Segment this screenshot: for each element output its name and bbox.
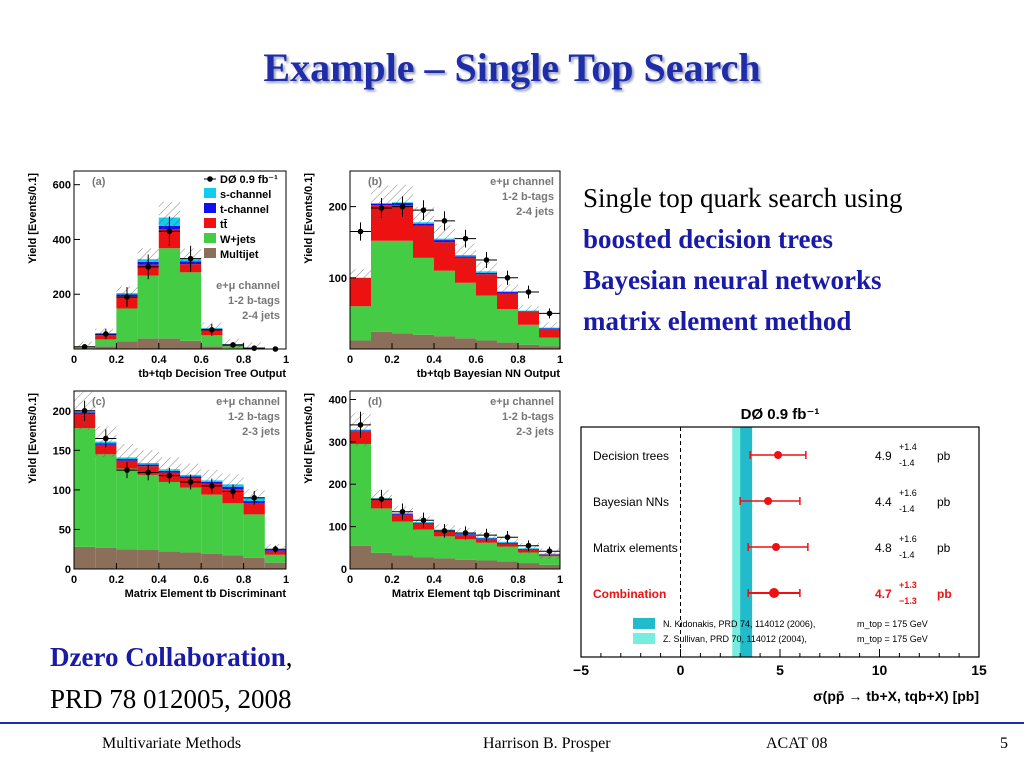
data-point [526, 543, 532, 549]
uncertainty-band [497, 284, 518, 298]
stack-bar-wjets [392, 522, 413, 556]
footer-center: Harrison B. Prosper [483, 735, 611, 752]
method-bdt: boosted decision trees [583, 224, 833, 254]
legend-label: Multijet [220, 249, 259, 261]
data-point [421, 207, 427, 213]
band-legend-mass: m_top = 175 GeV [857, 619, 928, 629]
x-tick-label: 0.4 [426, 574, 442, 586]
y-tick-label: 400 [52, 234, 71, 247]
y-tick-label: 0 [340, 564, 347, 576]
row-err-up: +1.3 [899, 580, 917, 590]
data-point [505, 275, 511, 281]
row-err-down: -1.4 [899, 550, 915, 560]
stack-bar-wjets [497, 309, 518, 342]
slide-title: Example – Single Top Search [263, 45, 761, 90]
stack-bar-multijet [371, 553, 392, 569]
stack-bar-wjets [159, 482, 180, 552]
data-point [379, 496, 385, 502]
stack-bar-wjets [350, 306, 371, 340]
data-point [505, 534, 511, 540]
data-point [547, 548, 553, 554]
stack-bar-multijet [74, 547, 95, 569]
row-label: Bayesian NNs [593, 495, 670, 509]
stack-bar-multijet [180, 341, 201, 349]
x-tick-label: 0.6 [468, 574, 484, 586]
data-point [484, 257, 490, 263]
data-point [124, 294, 130, 300]
stack-bar-multijet [371, 332, 392, 349]
stack-bar-wjets [518, 552, 539, 563]
y-tick-label: 100 [52, 484, 71, 497]
stack-bar-wjets [201, 495, 222, 554]
data-point [103, 436, 109, 442]
stack-bar-multijet [350, 340, 371, 349]
stack-bar-multijet [222, 556, 243, 569]
stack-bar-multijet [392, 555, 413, 569]
data-point [442, 528, 448, 534]
channel-annotation: e+μ channel [216, 396, 280, 408]
stack-bar-wjets [222, 503, 243, 555]
stack-bar-wjets [138, 475, 159, 550]
panel-label: (d) [368, 396, 383, 408]
summary-x-axis-label: σ(pp̄ → tb+X, tqb+X) [pb] [813, 688, 979, 704]
description-intro: Single top quark search using [583, 183, 903, 213]
stack-bar-multijet [265, 563, 286, 569]
citation-reference: PRD 78 012005, 2008 [50, 684, 292, 714]
data-point [145, 264, 151, 270]
legend-swatch [204, 218, 216, 228]
stack-bar-wjets [350, 444, 371, 546]
y-tick-label: 200 [328, 201, 347, 214]
x-axis-label: tb+tqb Decision Tree Output [138, 368, 286, 380]
x-tick-label: 0.4 [151, 354, 167, 366]
data-point [484, 532, 490, 538]
row-unit: pb [937, 587, 952, 601]
data-point [124, 467, 130, 473]
stack-bar-multijet [116, 549, 137, 569]
row-unit: pb [937, 541, 951, 555]
stack-bar-wjets [455, 539, 476, 559]
row-unit: pb [937, 449, 951, 463]
citation-comma: , [285, 642, 293, 672]
row-label: Matrix elements [593, 541, 678, 555]
legend-label: W+jets [220, 234, 256, 246]
data-point [442, 218, 448, 224]
channel-annotation: 1-2 b-tags [502, 411, 554, 423]
stack-bar-multijet [518, 563, 539, 569]
stack-bar-wjets [497, 547, 518, 562]
channel-annotation: 1-2 b-tags [228, 411, 280, 423]
stack-bar-wjets [476, 296, 497, 341]
stack-bar-multijet [434, 336, 455, 349]
data-point [167, 228, 173, 234]
data-point [167, 473, 173, 479]
x-tick-label: 0 [70, 574, 78, 586]
row-label: Combination [593, 587, 667, 601]
data-point [358, 422, 364, 428]
stack-bar-multijet [116, 341, 137, 349]
row-point [774, 451, 782, 459]
stack-bar-multijet [434, 558, 455, 569]
data-point [400, 204, 406, 210]
y-tick-label: 0 [64, 564, 71, 576]
x-tick-label: 0.2 [108, 354, 125, 366]
data-point [463, 530, 469, 536]
cross-section-summary-plot [575, 395, 985, 710]
uncertainty-band [518, 305, 539, 316]
panel-label: (b) [368, 176, 383, 188]
row-err-down: −1.3 [899, 596, 917, 606]
x-tick-label: 1 [282, 574, 290, 586]
stack-bar-multijet [244, 558, 265, 569]
stack-bar-wjets [518, 325, 539, 345]
x-tick-label: 1 [556, 354, 564, 366]
data-point [145, 470, 151, 476]
stack-bar-wjets [180, 272, 201, 340]
band-legend-mass: m_top = 175 GeV [857, 634, 928, 644]
collaboration-name: Dzero Collaboration [50, 642, 286, 672]
data-point [103, 331, 109, 337]
row-err-up: +1.4 [899, 442, 917, 452]
y-tick-label: 100 [328, 272, 347, 285]
stack-bar-multijet [476, 340, 497, 349]
stack-bar-multijet [138, 550, 159, 569]
row-point [772, 543, 780, 551]
data-point [188, 479, 194, 485]
method-bnn: Bayesian neural networks [583, 265, 882, 295]
stack-bar-wjets [180, 488, 201, 553]
stack-bar-multijet [476, 561, 497, 569]
stack-bar-wjets [413, 530, 434, 558]
histogram-panel-b [298, 165, 568, 383]
histogram-panel-d [298, 385, 568, 603]
y-tick-label: 300 [328, 436, 347, 449]
x-tick-label: 0.8 [235, 354, 252, 366]
legend-data-marker [207, 176, 213, 182]
stack-bar-multijet [518, 345, 539, 349]
stack-bar-multijet [455, 338, 476, 349]
summary-x-tick-label: 10 [871, 662, 888, 678]
summary-x-tick-label: 5 [776, 662, 784, 678]
data-point [251, 345, 257, 351]
data-point [251, 495, 257, 501]
stack-bar-multijet [497, 561, 518, 569]
x-axis-label: tb+tqb Bayesian NN Output [416, 368, 560, 380]
x-axis-label: Matrix Element tb Discriminant [124, 588, 286, 600]
stack-bar-multijet [350, 546, 371, 569]
y-tick-label: 400 [328, 394, 347, 407]
channel-annotation: 2-4 jets [242, 310, 280, 322]
panel-label: (c) [92, 396, 106, 408]
stack-bar-wjets [371, 508, 392, 553]
stack-bar-multijet [95, 548, 116, 569]
data-point [547, 311, 553, 317]
footer-divider [0, 722, 1024, 724]
footer-left: Multivariate Methods [102, 735, 242, 752]
stack-bar-wjets [116, 469, 137, 550]
channel-annotation: e+μ channel [490, 396, 554, 408]
row-unit: pb [937, 495, 951, 509]
stack-bar-wjets [244, 514, 265, 558]
stack-bar-multijet [138, 339, 159, 349]
x-tick-label: 0 [346, 354, 354, 366]
stack-bar-multijet [201, 554, 222, 569]
page-number: 5 [1000, 735, 1008, 752]
stack-bar-wjets [371, 241, 392, 332]
stack-bar-wjets [539, 338, 560, 347]
channel-annotation: 1-2 b-tags [502, 191, 554, 203]
stack-bar-wjets [138, 276, 159, 339]
row-value: 4.9 [875, 449, 892, 463]
y-tick-label: 600 [52, 179, 71, 192]
stack-bar-multijet [159, 339, 180, 349]
data-point [209, 327, 215, 333]
x-tick-label: 0.2 [108, 574, 125, 586]
row-err-down: -1.4 [899, 458, 915, 468]
footer-right: ACAT 08 [766, 735, 828, 752]
x-tick-label: 0.8 [510, 574, 526, 586]
stack-bar-wjets [95, 339, 116, 346]
x-tick-label: 1 [282, 354, 290, 366]
data-point [82, 408, 88, 414]
y-tick-label: 50 [58, 524, 71, 537]
legend-label: t-channel [220, 204, 269, 216]
stack-bar-wjets [413, 258, 434, 335]
channel-annotation: 2-4 jets [516, 206, 554, 218]
band-legend-label: N. Kidonakis, PRD 74, 114012 (2006), [663, 619, 816, 629]
x-tick-label: 0.8 [510, 354, 526, 366]
x-tick-label: 0.6 [193, 574, 209, 586]
stack-bar-wjets [434, 271, 455, 337]
stack-bar-multijet [392, 333, 413, 349]
stack-bar-wjets [265, 555, 286, 563]
citation [50, 636, 292, 720]
row-err-down: -1.4 [899, 504, 915, 514]
stack-bar-multijet [455, 560, 476, 569]
row-value: 4.7 [875, 587, 892, 601]
summary-title: DØ 0.9 fb⁻¹ [740, 406, 820, 423]
legend-label: s-channel [220, 189, 272, 201]
row-err-up: +1.6 [899, 534, 917, 544]
data-point [230, 489, 236, 495]
x-tick-label: 0.2 [384, 574, 400, 586]
channel-annotation: e+μ channel [490, 176, 554, 188]
channel-annotation: 2-3 jets [516, 426, 554, 438]
channel-annotation: 2-3 jets [242, 426, 280, 438]
stack-bar-wjets [392, 241, 413, 334]
x-axis-label: Matrix Element tqb Discriminant [391, 588, 560, 600]
channel-annotation: 1-2 b-tags [228, 295, 280, 307]
band-legend-label: Z. Sullivan, PRD 70, 114012 (2004), [663, 634, 807, 644]
x-tick-label: 0.2 [384, 354, 400, 366]
data-point [400, 509, 406, 515]
stack-bar-wjets [116, 308, 137, 341]
histogram-panel-a [22, 165, 294, 383]
row-value: 4.8 [875, 541, 892, 555]
y-tick-label: 200 [52, 289, 71, 302]
data-point [379, 205, 385, 211]
x-tick-label: 0.4 [151, 574, 167, 586]
stack-bar-wjets [159, 248, 180, 338]
stack-bar-multijet [180, 552, 201, 569]
x-tick-label: 0 [70, 354, 78, 366]
row-point [769, 588, 779, 598]
stack-bar-wjets [455, 283, 476, 339]
band-legend-swatch [633, 618, 655, 629]
data-point [526, 289, 532, 295]
x-tick-label: 1 [556, 574, 564, 586]
row-value: 4.4 [875, 495, 892, 509]
row-label: Decision trees [593, 449, 670, 463]
data-point [230, 342, 236, 348]
legend-label: tt̄ [220, 219, 228, 231]
y-tick-label: 150 [52, 445, 71, 458]
row-err-up: +1.6 [899, 488, 917, 498]
method-me: matrix element method [583, 306, 852, 336]
legend-swatch [204, 233, 216, 243]
legend-label: DØ 0.9 fb⁻¹ [220, 174, 278, 186]
y-axis-label: Yield [Events/0.1] [303, 393, 315, 484]
stack-bar-wjets [476, 543, 497, 561]
y-tick-label: 200 [52, 405, 71, 418]
stack-bar-multijet [413, 557, 434, 569]
x-tick-label: 0.6 [193, 354, 209, 366]
stack-bar-wjets [434, 536, 455, 558]
stack-bar-wjets [201, 335, 222, 346]
panel-label: (a) [92, 176, 106, 188]
stack-bar-multijet [539, 565, 560, 569]
data-point [188, 256, 194, 262]
y-axis-label: Yield [Events/0.1] [27, 393, 39, 484]
data-point [421, 517, 427, 523]
stack-bar-multijet [497, 343, 518, 349]
channel-annotation: e+μ channel [216, 280, 280, 292]
x-tick-label: 0.8 [235, 574, 252, 586]
data-point [463, 236, 469, 242]
summary-x-tick-label: 0 [676, 662, 685, 678]
band-legend-swatch [633, 633, 655, 644]
y-tick-label: 100 [328, 521, 347, 534]
data-point [273, 546, 279, 552]
uncertainty-band [539, 322, 560, 333]
x-tick-label: 0.4 [426, 354, 442, 366]
method-description [583, 178, 902, 342]
legend-swatch [204, 203, 216, 213]
data-point [358, 229, 364, 235]
x-tick-label: 0 [346, 574, 354, 586]
stack-bar-wjets [95, 454, 116, 547]
histogram-panel-c [22, 385, 294, 603]
legend-swatch [204, 248, 216, 258]
y-tick-label: 200 [328, 479, 347, 492]
stack-bar-multijet [413, 335, 434, 349]
y-axis-label: Yield [Events/0.1] [303, 173, 315, 264]
summary-x-tick-label: −5 [573, 662, 589, 678]
legend-swatch [204, 188, 216, 198]
y-axis-label: Yield [Events/0.1] [27, 173, 39, 264]
summary-x-tick-label: 15 [971, 662, 987, 678]
row-point [764, 497, 772, 505]
stack-bar-multijet [159, 552, 180, 569]
x-tick-label: 0.6 [468, 354, 484, 366]
data-point [209, 483, 215, 489]
